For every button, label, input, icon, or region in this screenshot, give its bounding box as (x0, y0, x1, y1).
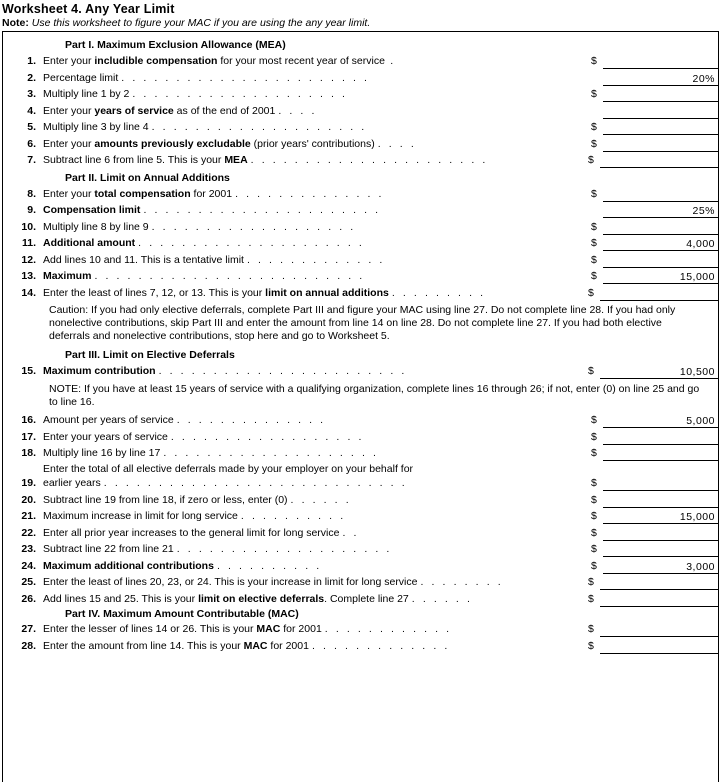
worksheet-line-26 (3, 591, 718, 608)
line-number: 18. (21, 447, 36, 460)
line-number: 5. (27, 121, 36, 133)
line-number: 9. (27, 204, 36, 216)
dollar-sign: $ (591, 253, 597, 266)
line-text: Multiply line 16 by line 17 . . . . . . . . . . . . . . . . . . . . (43, 446, 591, 461)
line-answer-field[interactable] (603, 71, 718, 86)
dollar-sign: $ (591, 237, 597, 249)
line-number: 28. (21, 639, 36, 652)
leader-dots: . . . . . . . . . . . . . . . . . . . . . . (143, 204, 381, 216)
worksheet-line-25 (3, 574, 718, 591)
line-text: Multiply line 3 by line 4 . . . . . . . . . . . . . . . . . . . . (43, 120, 591, 135)
dollar-sign: $ (588, 592, 594, 605)
line-answer-field[interactable] (603, 220, 718, 235)
line-value: 5,000 (686, 415, 715, 428)
line-number: 13. (21, 270, 36, 282)
line-value: 10,500 (679, 366, 715, 379)
line-answer-field[interactable] (603, 137, 718, 152)
line-answer-field[interactable] (603, 526, 718, 541)
line-answer-field[interactable] (603, 104, 718, 119)
dollar-sign: $ (591, 137, 597, 150)
leader-dots: . . . . . . (290, 493, 352, 506)
line-number: 21. (21, 510, 36, 523)
line-text: Multiply line 1 by 2 . . . . . . . . . . . . . . . . . . . . (43, 87, 591, 102)
line-answer-field[interactable] (603, 559, 718, 574)
dollar-sign: $ (588, 286, 594, 299)
leader-dots: . . . . . . . . . . . . . . . . . . . . . . . (158, 365, 407, 378)
worksheet-line-28 (3, 638, 718, 655)
leader-dots: . . . . . . . . . . . . . . . . . . . . (132, 88, 348, 100)
line-text: Additional amount . . . . . . . . . . . . . . . . . . . . . (43, 236, 591, 251)
leader-dots: . . . . (278, 104, 317, 117)
worksheet-line-20 (3, 492, 718, 509)
line-text: Enter the least of lines 7, 12, or 13. This is your limit on annual additions . . . . . . . . . (43, 286, 588, 301)
line-text: Multiply line 8 by line 9 . . . . . . . . . . . . . . . . . . . (43, 220, 591, 235)
line-answer-field[interactable] (600, 575, 718, 590)
line-text: Compensation limit . . . . . . . . . . . . . . . . . . . . . . (43, 203, 591, 218)
line-text: Enter all prior year increases to the general limit for long service . . (43, 526, 591, 541)
dollar-sign: $ (591, 55, 597, 67)
line-text: Subtract line 6 from line 5. This is your MEA . . . . . . . . . . . . . . . . . . . . . . (43, 153, 588, 168)
leader-dots: . . . . . . . . (420, 576, 504, 589)
line-text: Subtract line 22 from line 21 . . . . . . . . . . . . . . . . . . . . (43, 542, 591, 557)
dollar-sign: $ (588, 623, 594, 636)
dollar-sign: $ (591, 510, 597, 523)
line-answer-field[interactable] (603, 430, 718, 445)
line-number: 15. (21, 365, 36, 378)
worksheet-line-10 (3, 219, 718, 236)
leader-dots: . . . . . . . . . . . . . . . . . . . (151, 220, 356, 233)
line-answer-field[interactable] (603, 269, 718, 284)
dollar-sign: $ (588, 154, 594, 166)
line-text: Subtract line 19 from line 18, if zero or less, enter (0) . . . . . . (43, 493, 591, 508)
leader-dots: . . . . . . . . . . . . . . . . . . . . . . . . . . . . (103, 477, 408, 490)
leader-dots: . . . . . . . . . . . . . . . . . . . . (176, 543, 392, 556)
line-answer-field[interactable] (603, 476, 718, 491)
leader-dots: . . . . . . (411, 592, 473, 605)
worksheet-line-18 (3, 445, 718, 462)
line-value: 15,000 (679, 511, 715, 524)
line-text: Enter your years of service as of the end of 2001 . . . . (43, 104, 591, 119)
notice-note: NOTE: If you have at least 15 years of service with a qualifying organization, complete lines 16 through 26; if not, enter (0) on line 25 and go to line 16. (49, 382, 700, 408)
line-number: 23. (21, 543, 36, 556)
line-text: Enter your amounts previously excludable (prior years' contributions) . . . . (43, 137, 591, 152)
worksheet-line-21 (3, 508, 718, 525)
line-text: Percentage limit . . . . . . . . . . . . . . . . . . . . . . . (43, 71, 591, 86)
line-answer-field[interactable] (603, 253, 718, 268)
line-answer-field[interactable] (603, 413, 718, 428)
leader-dots: . . . . . . . . . . . . . . (235, 187, 385, 200)
line-value: 4,000 (686, 238, 715, 250)
line-number: 3. (27, 88, 36, 100)
line-text: Add lines 10 and 11. This is a tentative limit . . . . . . . . . . . . . (43, 253, 591, 268)
line-answer-field[interactable] (603, 446, 718, 461)
line-number: 24. (21, 559, 36, 572)
worksheet-line-23 (3, 541, 718, 558)
line-number: 17. (21, 430, 36, 443)
line-answer-field[interactable] (603, 187, 718, 202)
worksheet-line-16 (3, 412, 718, 429)
leader-dots: . . . . . . . . . . . . . . . . . . . . . . (250, 154, 488, 166)
dollar-sign: $ (588, 576, 594, 589)
line-text: Maximum . . . . . . . . . . . . . . . . . . . . . . . . . (43, 269, 591, 284)
line-answer-field[interactable] (600, 286, 718, 301)
worksheet-line-13 (3, 268, 718, 285)
dollar-sign: $ (591, 526, 597, 539)
line-text: Maximum additional contributions . . . . . . . . . . (43, 559, 591, 574)
note-label: Note: (2, 17, 29, 29)
worksheet-body (2, 31, 719, 782)
line-answer-field[interactable] (600, 639, 718, 654)
leader-dots: . . . . . . . . . . . . . . . . . . . . (163, 447, 379, 460)
worksheet-line-8 (3, 186, 718, 203)
leader-dots: . . . . . . . . . . . . . . . . . . . . (151, 121, 367, 133)
line-number: 2. (27, 71, 36, 84)
dollar-sign: $ (588, 639, 594, 652)
worksheet-line-14 (3, 285, 718, 302)
line-answer-field[interactable] (603, 54, 718, 69)
line-number: 10. (21, 220, 36, 233)
line-text: Enter the least of lines 20, 23, or 24. This is your increase in limit for long service . . . . . . . . (43, 575, 588, 590)
worksheet-line-11 (3, 235, 718, 252)
worksheet-line-24 (3, 558, 718, 575)
line-number: 25. (21, 576, 36, 589)
worksheet-line-7 (3, 152, 718, 169)
leader-dots: . . (342, 526, 360, 539)
worksheet-note (0, 16, 721, 31)
leader-dots: . . . . . . . . . . (216, 559, 322, 572)
line-number: 8. (27, 187, 36, 200)
line-text: Enter the lesser of lines 14 or 26. This is your MAC for 2001 . . . . . . . . . . . . (43, 622, 588, 637)
line-value: 20% (692, 72, 715, 85)
line-number: 27. (21, 623, 36, 636)
line-text: Maximum increase in limit for long service . . . . . . . . . . (43, 509, 591, 524)
dollar-sign: $ (591, 477, 597, 490)
worksheet-line-9 (3, 202, 718, 219)
line-number: 1. (27, 55, 36, 67)
leader-dots: . . . . . . . . . . . . . . (176, 414, 326, 427)
dollar-sign: $ (591, 493, 597, 506)
line-number: 26. (21, 592, 36, 605)
line-text: Maximum contribution . . . . . . . . . . . . . . . . . . . . . . . (43, 364, 588, 379)
worksheet-line-17 (3, 429, 718, 446)
line-value: 3,000 (686, 560, 715, 573)
line-number: 12. (21, 253, 36, 266)
worksheet-line-12 (3, 252, 718, 269)
leader-dots: . . . . . . . . . . . . . (246, 253, 385, 266)
page-title: Worksheet 4. Any Year Limit (2, 2, 175, 16)
worksheet-line-5 (3, 119, 718, 136)
worksheet-line-15 (3, 363, 718, 380)
line-number: 19. (21, 477, 36, 490)
dollar-sign: $ (591, 430, 597, 443)
line-number: 16. (21, 414, 36, 427)
leader-dots: . . . . . . . . . . (240, 510, 346, 523)
line-number: 6. (27, 137, 36, 150)
line-text: Amount per years of service . . . . . . . . . . . . . . (43, 413, 591, 428)
worksheet-line-1 (3, 53, 718, 70)
worksheet-line-2 (3, 70, 718, 87)
dollar-sign: $ (591, 88, 597, 100)
caution-note: Caution: If you had only elective deferrals, complete Part III and figure your MAC using line 27. Do not complete line 28. If you had only nonelective contributions, skip Part III and enter the amount from line 14 on line 28. Do not complete line 27. If you had both elective deferrals and nonelective contributions, stop here and go to Worksheet 5. (49, 304, 676, 342)
line-answer-field[interactable] (603, 509, 718, 524)
leader-dots: . . . . . . . . . (391, 286, 486, 299)
line-answer-field[interactable] (603, 203, 718, 218)
line-answer-field[interactable] (603, 493, 718, 508)
line-answer-field[interactable] (603, 120, 718, 135)
line-number: 7. (27, 154, 36, 166)
dollar-sign: $ (588, 365, 594, 378)
line-text: Enter your includible compensation for your most recent year of service . (43, 55, 396, 67)
line-number: 4. (27, 104, 36, 117)
line-answer-field[interactable] (600, 622, 718, 637)
line-answer-field[interactable] (603, 87, 718, 102)
line-answer-field[interactable] (603, 542, 718, 557)
dollar-sign: $ (591, 187, 597, 200)
dollar-sign: $ (591, 270, 597, 282)
line-value: 15,000 (679, 271, 715, 283)
line-text: Add lines 15 and 25. This is your limit on elective deferrals. Complete line 27 . . . . . . (43, 592, 588, 607)
worksheet-line-27 (3, 621, 718, 638)
note-text: Use this worksheet to figure your MAC if you are using the any year limit. (31, 17, 371, 29)
leader-dots: . . . . (377, 137, 417, 150)
worksheet-line-6 (3, 136, 718, 153)
leader-dots: . . . . . . . . . . . . . . . . . . . . . (138, 237, 365, 249)
worksheet-line-3 (3, 86, 718, 103)
line-text: Enter your years of service . . . . . . . . . . . . . . . . . . (43, 430, 591, 445)
line-answer-field[interactable] (600, 153, 718, 168)
line-text: Enter the total of all elective deferrals made by your employer on your behalf for earlier years . . . . . . . . . . . . . . . . . . . . . . . . . . . . (43, 463, 591, 492)
line-number: 22. (21, 526, 36, 539)
line-number: 14. (21, 286, 36, 299)
leader-dots: . . . . . . . . . . . . . (311, 639, 450, 652)
line-number: 11. (21, 237, 36, 249)
part-heading-3: Part III. Limit on Elective Deferrals (65, 349, 235, 362)
line-value: 25% (692, 205, 715, 217)
line-answer-field[interactable] (600, 364, 718, 379)
part-heading-2: Part II. Limit on Annual Additions (65, 171, 230, 184)
leader-dots: . . . . . . . . . . . . . . . . . . . . . . . (121, 71, 370, 84)
line-answer-field[interactable] (603, 236, 718, 251)
worksheet-line-4 (3, 103, 718, 120)
part-heading-4: Part IV. Maximum Amount Contributable (MAC) (65, 608, 299, 621)
worksheet-line-19 (3, 462, 718, 492)
worksheet-line-22 (3, 525, 718, 542)
line-text: Enter your total compensation for 2001 . . . . . . . . . . . . . . (43, 187, 591, 202)
part-heading-1: Part I. Maximum Exclusion Allowance (MEA) (65, 39, 286, 51)
dollar-sign: $ (591, 543, 597, 556)
leader-dots: . . . . . . . . . . . . (324, 623, 452, 636)
dollar-sign: $ (591, 121, 597, 133)
line-answer-field[interactable] (600, 592, 718, 607)
dollar-sign: $ (591, 220, 597, 233)
dollar-sign: $ (591, 414, 597, 427)
line-text: Enter the amount from line 14. This is your MAC for 2001 . . . . . . . . . . . . . (43, 639, 588, 654)
leader-dots: . . . . . . . . . . . . . . . . . . (170, 430, 364, 443)
line-number: 20. (21, 493, 36, 506)
dollar-sign: $ (591, 559, 597, 572)
leader-dots: . . . . . . . . . . . . . . . . . . . . . . . . . (94, 270, 365, 282)
dollar-sign: $ (591, 447, 597, 460)
